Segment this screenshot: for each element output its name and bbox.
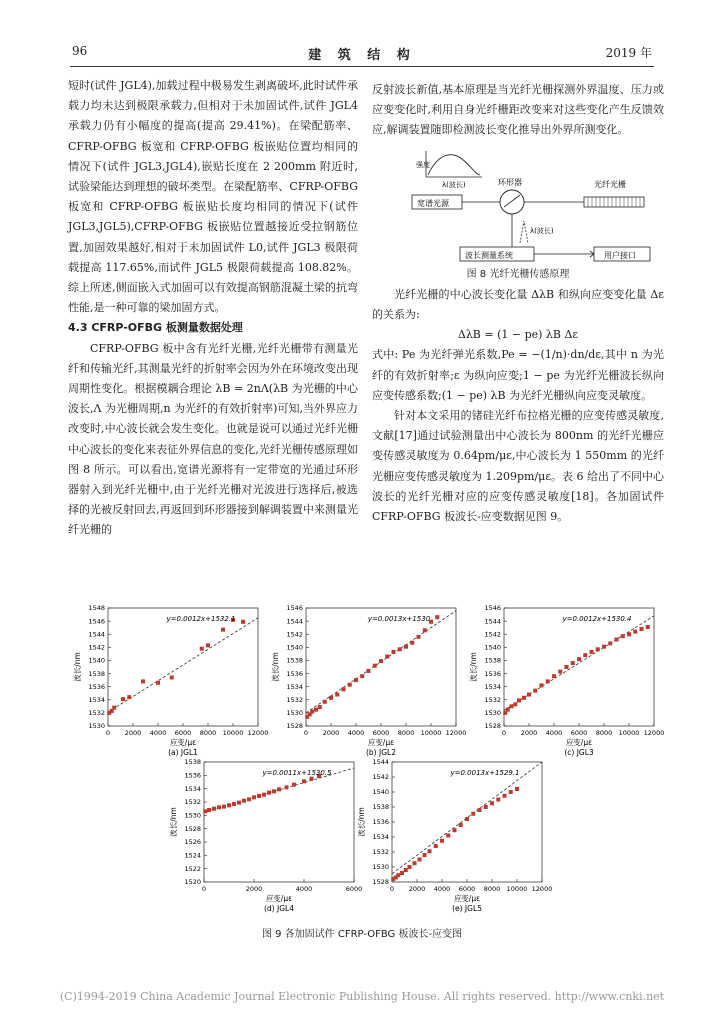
data-point [608, 641, 612, 645]
data-point [596, 647, 600, 651]
data-point [262, 793, 266, 797]
x-tick-label: 4000 [347, 729, 365, 737]
body-paragraph: 反射波长新值,基本原理是当光纤光栅探测外界温度、压力或应变变化时,利用自身光纤栅距改变来对这些变化产生反馈效应,解调装置随即检测波长变化推导出外界所测变化。 [372, 83, 664, 137]
x-tick-label: 4000 [545, 729, 563, 737]
chart-JGL1 [72, 604, 268, 757]
data-point [302, 779, 306, 783]
data-point [471, 812, 475, 816]
data-point [484, 805, 488, 809]
y-tick-label: 1544 [286, 617, 303, 626]
data-point [257, 794, 261, 798]
data-point [434, 844, 438, 848]
fit-equation: y=0.0013x+1530 [367, 615, 431, 623]
y-tick-label: 1528 [286, 722, 303, 731]
data-point [272, 789, 276, 793]
data-point [583, 653, 587, 657]
data-point [627, 632, 631, 636]
data-point [335, 693, 339, 697]
x-tick-label: 2000 [322, 729, 340, 737]
y-tick-label: 1530 [184, 811, 201, 820]
data-point [323, 700, 327, 704]
panel-caption: (d) JGL4 [264, 904, 294, 913]
y-tick-label: 1540 [484, 643, 501, 652]
x-tick-label: 2000 [520, 729, 538, 737]
reflected-peak [520, 221, 528, 243]
x-axis-label: 应变/με [169, 738, 197, 747]
left-column [68, 76, 358, 541]
y-tick-label: 1544 [484, 617, 501, 626]
y-tick-label: 1530 [286, 709, 303, 718]
x-tick-label: 2000 [245, 885, 263, 893]
x-tick-label: 0 [105, 729, 111, 737]
plot-frame [504, 608, 654, 726]
data-point [413, 861, 417, 865]
y-tick-label: 1538 [88, 669, 105, 678]
data-point [267, 791, 271, 795]
y-tick-label: 1528 [372, 878, 389, 887]
body-paragraph: CFRP-OFBG 板中含有光纤光栅,光纤光栅带有测量光纤和传输光纤,其测量光纤的折射率会因为外在环境改变出现周期性变化。根据模耦合理论 λB = 2nΛ(λB 为光栅的中心波长,Λ 为光栅周期,n 为光纤的有效折射率)可知,当外界应力改变时,中心波长就会发生变化。也就是说可以通过光纤光栅中心波长的变化来表征外界信息的变化,光纤光栅传感原理如图 8 所示。可以看出,宽谱光源将有一定带宽的光通过环形器射入到光纤光栅中,由于光纤光栅对光波进行选择后,被选择的光被反射回去,再返回到环形器接到解调装置中来测量光纤光栅的 [68, 341, 358, 537]
data-point [646, 625, 650, 629]
data-point [310, 710, 314, 714]
x-tick-label: 10000 [420, 729, 442, 737]
x-tick-label: 6000 [372, 729, 390, 737]
data-point [379, 659, 383, 663]
data-point [517, 698, 521, 702]
x-axis-label: 应变/με [265, 894, 293, 903]
y-tick-label: 1540 [286, 643, 303, 652]
y-axis-label: 波长/nm [469, 652, 478, 682]
data-point [170, 675, 174, 679]
y-tick-label: 1528 [484, 722, 501, 731]
data-point [227, 803, 231, 807]
data-point [503, 794, 507, 798]
x-tick-label: 8000 [199, 729, 217, 737]
data-point [478, 808, 482, 812]
chart-JGL5 [356, 758, 552, 913]
data-point [348, 683, 352, 687]
plot-frame [204, 762, 354, 882]
journal-title: 建 筑 结 构 [308, 48, 416, 63]
data-point [385, 655, 389, 659]
fit-equation: y=0.0011x+1530.5 [262, 769, 332, 777]
data-point [221, 628, 225, 632]
y-tick-label: 1530 [372, 863, 389, 872]
data-point [423, 628, 427, 632]
demodulator-label: 波长测量系统 [465, 250, 513, 260]
x-tick-label: 12000 [531, 885, 553, 893]
data-point [360, 674, 364, 678]
data-point [490, 801, 494, 805]
fit-equation: y=0.0012x+1532.1 [166, 615, 236, 623]
y-tick-label: 1536 [372, 818, 389, 827]
user-interface-label: 用户接口 [604, 250, 636, 260]
x-tick-label: 0 [303, 729, 309, 737]
chart-JGL4 [168, 758, 362, 913]
data-point [640, 627, 644, 631]
y-tick-label: 1534 [184, 784, 201, 793]
y-tick-label: 1542 [484, 630, 501, 639]
data-point [540, 683, 544, 687]
data-point [121, 697, 125, 701]
figure-8-caption: 图 8 光纤光栅传感原理 [466, 268, 570, 280]
y-axis-label: 波长/nm [169, 807, 178, 837]
data-point [247, 797, 251, 801]
chart-JGL2 [270, 604, 466, 757]
x-axis-label: 应变/με [453, 894, 481, 903]
data-point [398, 647, 402, 651]
data-point [200, 647, 204, 651]
right-column [372, 80, 664, 527]
y-tick-label: 1538 [286, 656, 303, 665]
data-point [252, 795, 256, 799]
y-tick-label: 1544 [88, 630, 105, 639]
y-tick-label: 1548 [88, 604, 105, 613]
y-tick-label: 1526 [184, 838, 201, 847]
data-point [621, 634, 625, 638]
y-tick-label: 1520 [184, 878, 201, 887]
journal-year: 2019 年 [605, 46, 652, 60]
y-tick-label: 1538 [372, 803, 389, 812]
body-paragraph: 光纤光栅的中心波长变化量 ΔλB 和纵向应变变化量 Δε 的关系为: [372, 287, 664, 322]
data-point [156, 681, 160, 685]
y-tick-label: 1538 [484, 656, 501, 665]
data-point [277, 787, 281, 791]
x-tick-label: 12000 [247, 729, 269, 737]
y-tick-label: 1528 [184, 824, 201, 833]
data-point [577, 657, 581, 661]
y-tick-label: 1534 [88, 695, 105, 704]
data-point [571, 661, 575, 665]
x-tick-label: 12000 [445, 729, 467, 737]
data-point [417, 635, 421, 639]
data-point [446, 834, 450, 838]
data-point [533, 689, 537, 693]
data-point [404, 868, 408, 872]
y-tick-label: 1546 [484, 604, 501, 613]
data-point [232, 802, 236, 806]
data-point [222, 805, 226, 809]
y-tick-label: 1542 [286, 630, 303, 639]
data-point [515, 787, 519, 791]
y-tick-label: 1534 [286, 682, 303, 691]
data-point [141, 679, 145, 683]
spectrum-curve [428, 154, 480, 174]
data-point [506, 708, 510, 712]
data-point [329, 696, 333, 700]
y-tick-label: 1540 [372, 788, 389, 797]
figure-9-charts [68, 600, 668, 925]
data-point [241, 620, 245, 624]
data-point [408, 865, 412, 869]
panel-caption: (b) JGL2 [366, 748, 396, 757]
x-axis-label: 应变/με [367, 738, 395, 747]
x-tick-label: 8000 [595, 729, 613, 737]
data-point [310, 777, 314, 781]
data-point [207, 808, 211, 812]
y-tick-label: 1522 [184, 864, 201, 873]
y-tick-label: 1546 [88, 617, 105, 626]
body-paragraph: 针对本文采用的锗硅光纤布拉格光栅的应变传感灵敏度,文献[17]通过试验测量出中心波长为 800nm 的光纤光栅应变传感灵敏度为 0.64pm/με,中心波长为 1 550mm 的光纤光栅应变传感灵敏度为 1.209pm/με。表 6 给出了不同中心波长的光纤光栅对应的应变传感灵敏度[18]。各加固试件 CFRP-OFBG 板波长-应变数据见图 9。 [372, 409, 665, 524]
data-point [423, 853, 427, 857]
data-point [212, 807, 216, 811]
y-tick-label: 1524 [184, 851, 201, 860]
header-rule [70, 66, 654, 67]
data-point [565, 665, 569, 669]
data-point [112, 706, 116, 710]
plot-frame [108, 608, 258, 726]
data-point [237, 801, 241, 805]
y-axis-label: 波长/nm [271, 652, 280, 682]
x-tick-label: 4000 [433, 885, 451, 893]
y-tick-label: 1536 [484, 669, 501, 678]
data-point [206, 643, 210, 647]
data-point [440, 839, 444, 843]
y-tick-label: 1530 [484, 709, 501, 718]
data-point [602, 645, 606, 649]
figure-9 [68, 600, 668, 945]
data-point [435, 615, 439, 619]
wavelength-label: λ(波长) [442, 180, 466, 189]
data-point [400, 871, 404, 875]
y-tick-label: 1546 [286, 604, 303, 613]
x-tick-label: 2000 [408, 885, 426, 893]
y-tick-label: 1544 [372, 758, 389, 767]
y-tick-label: 1536 [184, 771, 201, 780]
data-point [558, 670, 562, 674]
data-point [418, 858, 422, 862]
x-tick-label: 8000 [397, 729, 415, 737]
data-point [127, 695, 131, 699]
y-tick-label: 1542 [88, 643, 105, 652]
x-tick-label: 12000 [643, 729, 665, 737]
y-tick-label: 1532 [286, 695, 303, 704]
x-tick-label: 0 [201, 885, 207, 893]
x-tick-label: 10000 [222, 729, 244, 737]
page-number: 96 [72, 44, 88, 58]
data-point [292, 783, 296, 787]
x-tick-label: 0 [501, 729, 507, 737]
y-tick-label: 1542 [372, 773, 389, 782]
y-axis-label: 波长/nm [73, 652, 82, 682]
data-point [428, 849, 432, 853]
data-point [527, 693, 531, 697]
y-tick-label: 1532 [484, 695, 501, 704]
light-source-label: 宽谱光源 [417, 198, 449, 208]
data-point [396, 873, 400, 877]
y-tick-label: 1536 [88, 682, 105, 691]
grating-label: 光纤光栅 [594, 179, 626, 189]
fit-equation: y=0.0012x+1530.4 [562, 615, 632, 623]
data-point [513, 702, 517, 706]
data-point [217, 805, 221, 809]
data-point [590, 650, 594, 654]
x-tick-label: 10000 [506, 885, 528, 893]
data-point [285, 785, 289, 789]
data-point [552, 674, 556, 678]
fit-equation: y=0.0013x+1529.1 [450, 769, 520, 777]
panel-caption: (c) JGL3 [564, 748, 594, 757]
x-tick-label: 6000 [570, 729, 588, 737]
x-tick-label: 10000 [618, 729, 640, 737]
data-point [410, 641, 414, 645]
intensity-label: 强度 [416, 160, 430, 169]
y-tick-label: 1532 [372, 848, 389, 857]
y-tick-label: 1538 [184, 758, 201, 767]
data-point [342, 687, 346, 691]
chart-JGL3 [468, 604, 664, 757]
data-point [546, 679, 550, 683]
y-tick-label: 1530 [88, 722, 105, 731]
equation: ΔλB = (1 − pe) λB Δε [457, 328, 579, 342]
grating-body [584, 197, 644, 207]
section-heading: 4.3 CFRP-OFBG 板测量数据处理 [68, 321, 243, 335]
x-tick-label: 6000 [345, 885, 363, 893]
body-paragraph: 式中: Pe 为光纤弹光系数,Pe = −(1/n)·dn/dε,其中 n 为光纤的有效折射率;ε 为纵向应变;1 − pe 为光纤光栅波长纵向应变传感系数;(1 − pe) λB 为光纤光栅纵向应变灵敏度。 [372, 348, 664, 402]
x-tick-label: 6000 [174, 729, 192, 737]
reflected-wavelength-label: λ(波长) [530, 226, 554, 235]
data-point [509, 790, 513, 794]
circulator-label: 环形器 [498, 177, 522, 187]
y-tick-label: 1534 [372, 833, 389, 842]
y-tick-label: 1534 [484, 682, 501, 691]
data-point [633, 630, 637, 634]
data-point [367, 669, 371, 673]
x-tick-label: 8000 [483, 885, 501, 893]
body-paragraph: 短时(试件 JGL4),加载过程中极易发生剥离破坏,此时试件承载力均未达到极限承载力,但相对于未加固试件,试件 JGL4 承载力仍有小幅度的提高(提高 29.41%)。在梁配筋率、CFRP-OFBG 板宽和 CFRP-OFBG 板嵌贴位置均相同的情况下(试件 JGL3,JGL4),嵌贴长度在 2 200mm 附近时,试验梁能达到理想的破坏类型。在梁配筋率、CFRP-OFBG 板宽和 CFRP-OFBG 板嵌贴长度均相同的情况下(试件 JGL3,JGL5),CFRP-OFBG 板嵌贴位置越接近受拉钢筋位置,加固效果越好,相对于未加固试件 L0,试件 JGL3 极限荷载提高 117.65%,而试件 JGL5 极限荷载提高 108.82%。综上所述,侧面嵌入式加固可以有效提高钢筋混凝土梁的抗弯性能,是一种可靠的梁加固方式。 [68, 79, 358, 315]
data-point [392, 650, 396, 654]
y-tick-label: 1536 [286, 669, 303, 678]
data-point [615, 637, 619, 641]
data-point [453, 828, 457, 832]
data-point [314, 708, 318, 712]
page-header [72, 44, 652, 64]
data-point [465, 817, 469, 821]
data-point [242, 799, 246, 803]
data-point [203, 809, 207, 813]
figure-8-diagram [372, 147, 664, 265]
circulator-icon [500, 190, 524, 214]
x-tick-label: 4000 [295, 885, 313, 893]
data-point [510, 704, 514, 708]
data-point [404, 645, 408, 649]
data-point [318, 705, 322, 709]
panel-caption: (a) JGL1 [168, 748, 198, 757]
data-point [373, 664, 377, 668]
figure-9-caption: 图 9 各加固试件 CFRP-OFBG 板波长-应变图 [261, 929, 463, 940]
copyright-footer: (C)1994-2019 China Academic Journal Electronic Publishing House. All rights reserved. http://www.cnki.net [59, 990, 665, 1003]
y-tick-label: 1540 [88, 656, 105, 665]
x-tick-label: 0 [389, 885, 395, 893]
data-point [354, 678, 358, 682]
panel-caption: (e) JGL5 [452, 904, 482, 913]
x-tick-label: 4000 [149, 729, 167, 737]
x-axis-label: 应变/με [565, 738, 593, 747]
data-point [496, 798, 500, 802]
y-tick-label: 1532 [184, 798, 201, 807]
y-tick-label: 1532 [88, 709, 105, 718]
x-tick-label: 6000 [458, 885, 476, 893]
x-tick-label: 2000 [124, 729, 142, 737]
plot-frame [306, 608, 456, 726]
y-axis-label: 波长/nm [357, 807, 366, 837]
data-point [459, 823, 463, 827]
data-point [522, 696, 526, 700]
